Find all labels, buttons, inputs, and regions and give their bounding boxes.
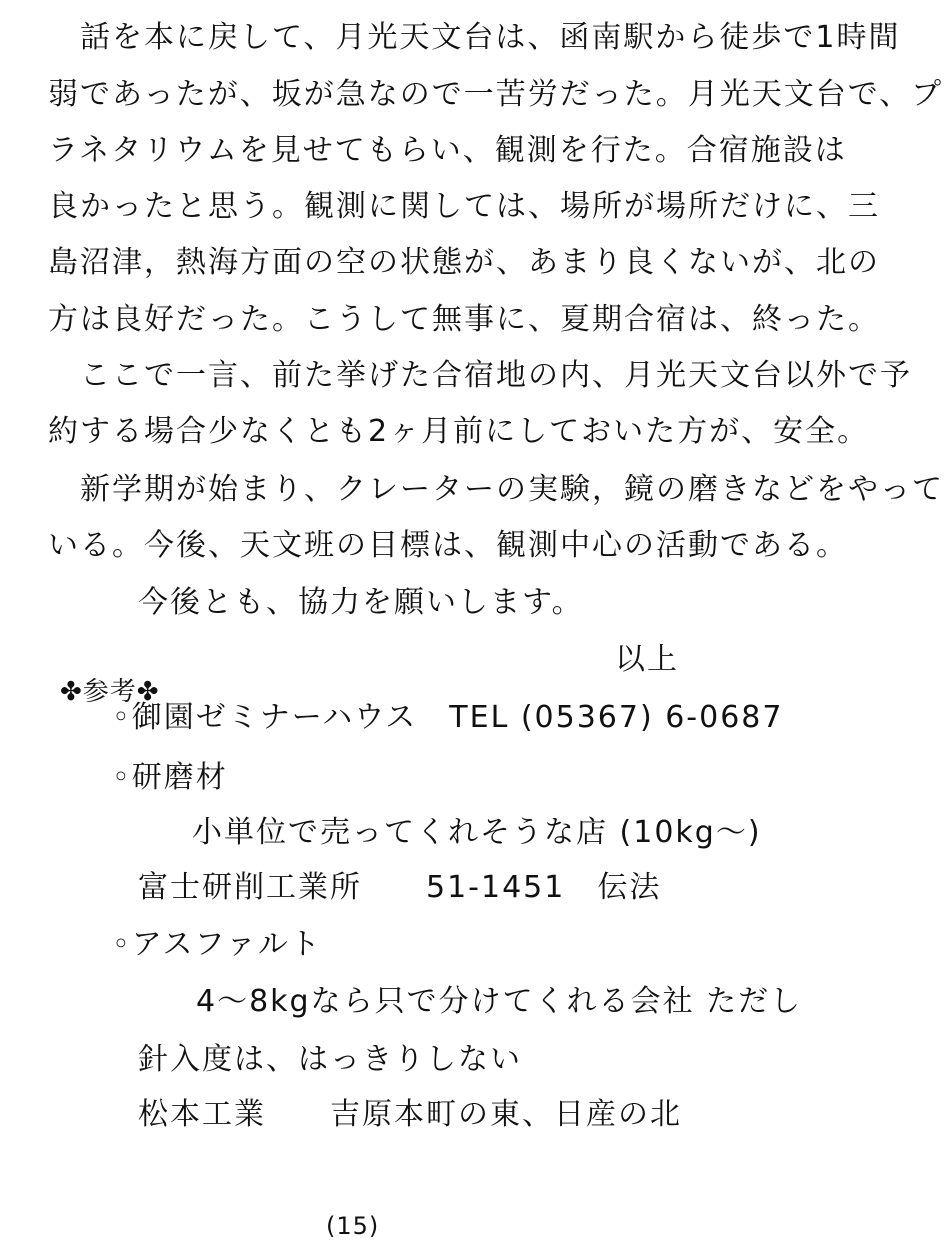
reference-line: ◦アスファルト — [112, 927, 322, 962]
body-line: ここで一言、前た挙げた合宿地の内、月光天文台以外で予 — [80, 358, 912, 393]
body-line: 話を本に戻して、月光天文台は、函南駅から徒歩で1時間 — [80, 20, 901, 55]
reference-line: 小単位で売ってくれそうな店 (10kg～) — [192, 815, 762, 850]
body-line: 島沼津，熱海方面の空の状態が、あまり良くないが、北の — [48, 245, 880, 280]
reference-line: 4～8kgなら只で分けてくれる会社 ただし — [196, 984, 803, 1019]
reference-line: ◦研磨材 — [112, 760, 228, 795]
body-line: いる。今後、天文班の目標は、観測中心の活動である。 — [48, 528, 848, 563]
reference-line: 松本工業 吉原本町の東、日産の北 — [138, 1097, 682, 1132]
body-line: 良かったと思う。観測に関しては、場所が場所だけに、三 — [48, 189, 880, 224]
page-number: (15) — [326, 1212, 380, 1240]
closing-text: 以上 — [615, 642, 679, 677]
body-line: 方は良好だった。こうして無事に、夏期合宿は、終った。 — [48, 302, 880, 337]
body-line: 弱であったが、坂が急なので一苦労だった。月光天文台で、プ — [48, 77, 944, 112]
reference-line: 富士研削工業所 51-1451 伝法 — [138, 870, 662, 905]
body-line: 約する場合少なくとも2ヶ月前にしておいた方が、安全。 — [48, 414, 870, 449]
body-line: 新学期が始まり、クレーターの実験，鏡の磨きなどをやって — [80, 472, 944, 507]
reference-line: 針入度は、はっきりしない — [138, 1042, 522, 1077]
body-line: 今後とも、協力を願いします。 — [138, 585, 584, 620]
reference-line: ◦御園ゼミナーハウス TEL (05367) 6-0687 — [112, 700, 784, 735]
body-line: ラネタリウムを見せてもらい、観測を行た。合宿施設は — [48, 133, 847, 168]
reference-heading: ✤参考✤ — [60, 677, 160, 707]
